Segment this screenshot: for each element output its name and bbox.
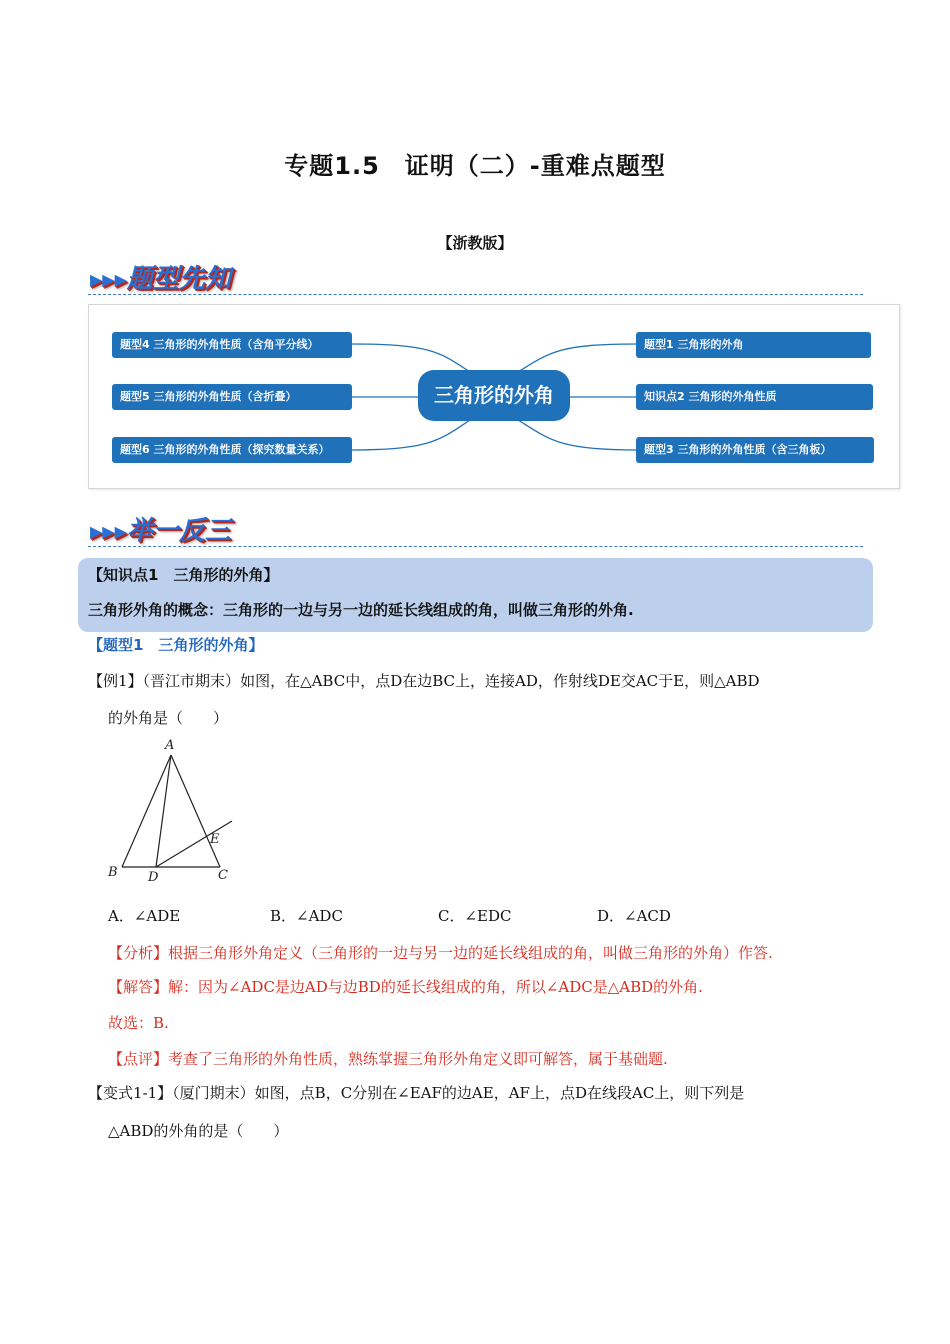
type1-heading: 【题型1 三角形的外角】 [88,636,264,654]
mind-map-node-type4: 题型4 三角形的外角性质（含角平分线） [112,332,352,358]
mind-map-center-node: 三角形的外角 [418,370,570,421]
triple-arrow-icon: ▶▶▶ [90,522,127,541]
vertex-label-a: A [165,738,175,753]
option-d: D．∠ACD [597,907,671,925]
knowledge-point-body: 三角形外角的概念：三角形的一边与另一边的延长线组成的角，叫做三角形的外角. [88,601,634,619]
answer-line: 【解答】解：因为∠ADC是边AD与边BD的延长线组成的角，所以∠ADC是△ABD的外角. [108,978,703,996]
choice-line: 故选：B. [108,1014,169,1032]
variant1-question: 【变式1-1】（厦门期末）如图，点B，C分别在∠EAF的边AE，AF上，点D在线段AC上，则下列是 [88,1084,745,1102]
option-c: C．∠EDC [438,907,512,925]
page-title: 专题1.5 证明（二）-重难点题型 [284,152,666,180]
vertex-label-b: B [108,865,118,880]
option-a: A．∠ADE [108,907,181,925]
example1-question: 【例1】（晋江市期末）如图，在△ABC中，点D在边BC上，连接AD，作射线DE交AC于E，则△ABD [88,672,760,690]
mind-map-node-type5: 题型5 三角形的外角性质（含折叠） [112,384,352,410]
triple-arrow-icon: ▶▶▶ [90,270,127,289]
mind-map-node-type1: 题型1 三角形的外角 [636,332,871,358]
vertex-label-e: E [210,832,220,847]
mind-map-node-type3: 题型3 三角形的外角性质（含三角板） [636,437,874,463]
mind-map-connectors [0,0,950,500]
mind-map-node-kp2: 知识点2 三角形的外角性质 [636,384,873,410]
comment-line: 【点评】考查了三角形的外角性质，熟练掌握三角形外角定义即可解答，属于基础题. [108,1050,668,1068]
vertex-label-c: C [218,868,228,883]
mind-map-node-type6: 题型6 三角形的外角性质（探究数量关系） [112,437,352,463]
knowledge-point-heading: 【知识点1 三角形的外角】 [88,566,279,584]
example1-question-cont: 的外角是（ ） [108,709,229,727]
variant1-question-cont: △ABD的外角的是（ ） [108,1122,289,1140]
triangle-figure [100,733,250,888]
edition-label: 【浙教版】 [437,234,513,252]
analysis-line: 【分析】根据三角形外角定义（三角形的一边与另一边的延长线组成的角，叫做三角形的外角）作答. [108,944,773,962]
option-b: B．∠ADC [270,907,343,925]
divider [88,546,863,547]
banner-practice: ▶▶▶举一反三 [90,516,231,546]
banner-preview: ▶▶▶题型先知 [90,264,231,294]
vertex-label-d: D [148,870,159,885]
